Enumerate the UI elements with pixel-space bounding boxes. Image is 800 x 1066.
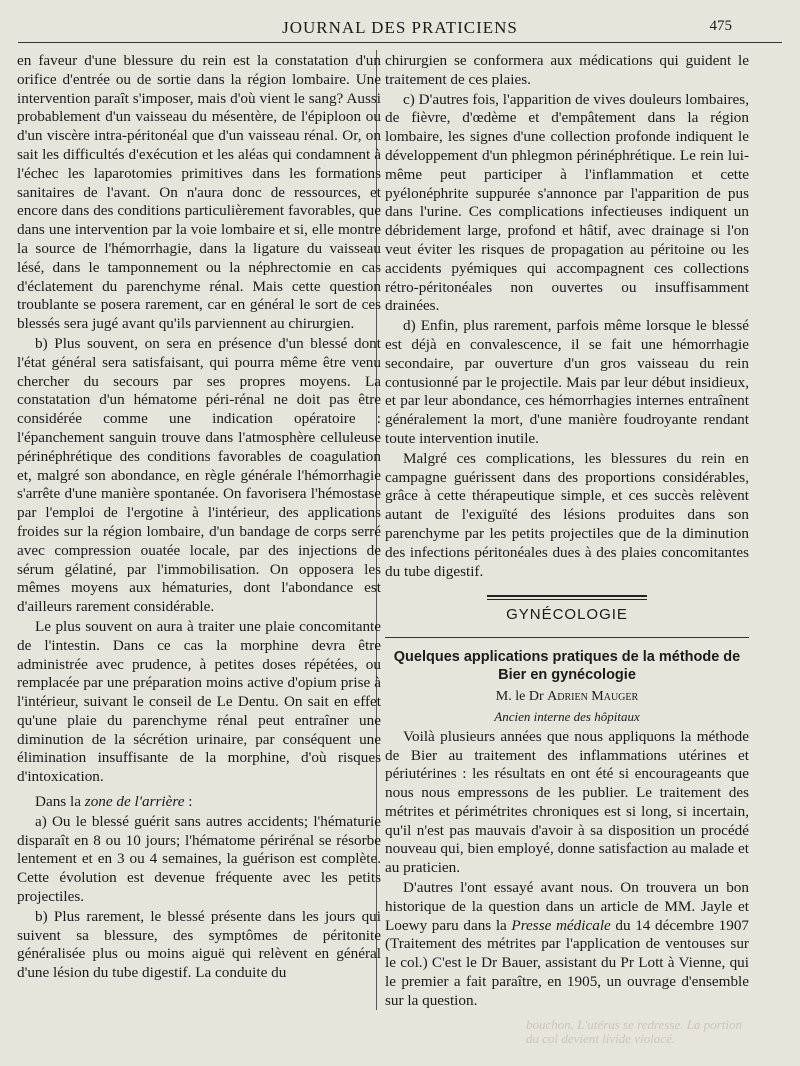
show-through-line: du col devient livide violacé.	[526, 1031, 676, 1046]
page-header	[18, 14, 782, 44]
article-title: Quelques applications pratiques de la méthode de Bier en gynécologie	[393, 649, 741, 684]
text: Dans la	[35, 793, 81, 811]
paragraph: a) Ou le blessé guérit sans autres accidents; l'hématurie disparaît en 8 ou 10 jours; l'hématome périrénal se résorbe lentement et en 3 ou 4 semaines, la guérison est complète. Cette évolution est devenue fréquente avec les petits projectiles.	[17, 812, 381, 906]
paragraph: c) D'autres fois, l'apparition de vives douleurs lombaires, de fièvre, d'œdème et d'empâtement dans la région lombaire, les signes d'une collection profonde indiquent le développement d'un phlegmon périnéphrétique. Le rein lui-même peut participer à l'inflammation et cette pyélonéphrite suppurée s'annonce par l'apparition de pus dans l'urine. Ces complications infectieuses indiquent un débridement large, profond et hâtif, avec drainage si l'on veut éviter les risques de propagation au péritoine ou les accidents pyémiques qui accompagnent ces collections rétro-péritonéales non ouvertes ou insuffisamment drainées.	[385, 90, 749, 315]
page-number: 475	[709, 18, 732, 34]
journal-title: JOURNAL DES PRATICIENS	[282, 18, 518, 37]
show-through-line: bouchon. L'utérus se redresse. La portion	[526, 1017, 742, 1032]
author-name: Adrien Mauger	[547, 689, 639, 705]
author-prefix: M. le Dr	[495, 689, 544, 705]
section-title-rule	[385, 637, 749, 638]
paragraph	[385, 879, 749, 1011]
author-role: Ancien interne des hôpitaux	[494, 708, 640, 724]
text: du 14 décembre 1907 (Traitement des métrites par l'application de ventouses sur le col.) C'est le Dr Bauer, assistant du Pr Lott à Vienne, qui le premier a fait paraître, en 1905, un ouvrage d'ensemble sur la question.	[385, 916, 750, 1009]
text: :	[188, 793, 193, 811]
paragraph: d) Enfin, plus rarement, parfois même lorsque le blessé est déjà en convalescence, il se fait une hémorrhagie secondaire, par ouverture d'un gros vaisseau du rein contusionné par le projectile. Mais par leur début insidieux, et par leur abondance, ces hémorrhagies internes entraînent généralement la mort, d'une manière foudroyante rendant toute intervention inutile.	[385, 317, 749, 447]
paragraph: chirurgien se conformera aux médications qui guident le traitement de ces plaies.	[385, 52, 749, 88]
text: D'autres l'ont essayé avant nous. On trouvera un bon historique de la question dans un article de MM. Jayle et Loewy paru dans la	[385, 879, 749, 934]
right-column	[385, 52, 749, 1011]
paragraph: Malgré ces complications, les blessures du rein en campagne guérissent dans des proportions considérables, grâce à cette thérapeutique simple, et ces succès relèvent autant de l'exiguïté des lésions produites dans son parenchyme par les petits projectiles que de la diminution des infections péritonéales dues à des plaies concomitantes du tube digestif.	[385, 449, 749, 580]
paragraph	[17, 793, 381, 812]
paragraph: Le plus souvent on aura à traiter une plaie concomitante de l'intestin. Dans ce cas la morphine devra être administrée avec prudence, à petites doses répétées, ou remplacée par une préparation moins active d'opium prise à l'intérieur, suivant le conseil de Le Dentu. On sait en effet qu'une plaie du parenchyme rénal peut entraîner une diminution de la sécrétion urinaire, par conséquent une élimination insuffisante de la morphine, d'où risques d'intoxication.	[17, 617, 381, 786]
paragraph: b) Plus souvent, on sera en présence d'un blessé dont l'état général sera satisfaisant, qui pourra même être venu chercher du secours par ses propres moyens. La constatation d'un hématome péri-rénal ne doit pas être considérée comme une indication opératoire : l'épanchement sanguin trouve dans l'atmosphère celluleuse périnéphrétique des conditions favorables de coagulation et, malgré son abondance, en règle générale l'hémorrhagie s'arrête d'une manière spontanée. On favorisera l'hémostase par l'emploi de l'ergotine à l'intérieur, des applications froides sur la région lombaire, d'un bandage de corps serré avec compression ouatée locale, par des injections de sérum gélatiné, par l'immobilisation. On opposera les mêmes moyens aux hématuries, dont l'abondance est d'ailleurs rarement considérable.	[17, 334, 381, 616]
italic-text: zone de l'arrière	[84, 793, 185, 811]
section-rule	[487, 595, 647, 600]
left-column	[17, 52, 381, 983]
paragraph: en faveur d'une blessure du rein est la constatation d'un orifice d'entrée ou de sortie dans la région lombaire. Une intervention paraît s'imposer, mais d'où vient le sang? Aussi probablement d'un vaisseau du mésentère, de l'épiploon ou d'un viscère intra-péritonéal que d'un vaisseau rénal. Or, on sait les difficultés d'exécution et les aléas qui condamnent à l'échec les laparotomies primitives dans les formations sanitaires de l'avant. On n'aura donc de ressources, et encore dans des conditions particulièrement favorables, que dans une intervention par la voie lombaire et si, elle montre la source de l'hémorrhagie, dans la ligature du vaisseau lésé, dans le tamponnement ou la néphrectomie en cas d'éclatement du parenchyme rénal. Mais cette question troublante se posera rarement, car en général le sort de ces blessés sera jugé avant qu'ils parviennent au chirurgien.	[17, 52, 381, 333]
paragraph: Voilà plusieurs années que nous appliquons la méthode de Bier au traitement des inflammations utérines et périutérines : les résultats en ont été si encourageants que nous nous empressons de les publier. Le traitement des métrites et périmétrites chroniques est si long, si incertain, qu'il n'est pas mauvais d'avoir à sa disposition un procédé nouveau qui, bien employé, donne satisfaction au malade et au praticien.	[385, 727, 749, 877]
author-line	[385, 688, 749, 707]
italic-text: Presse médicale	[511, 916, 611, 934]
section-title: GYNÉCOLOGIE	[506, 606, 628, 624]
header-rule	[18, 42, 782, 43]
paragraph: b) Plus rarement, le blessé présente dans les jours qui suivent sa blessure, des symptômes de péritonite généralisée plus ou moins aiguë qui relèvent en général d'une lésion du tube digestif. La conduite du	[17, 907, 381, 982]
show-through-text	[526, 1018, 776, 1048]
